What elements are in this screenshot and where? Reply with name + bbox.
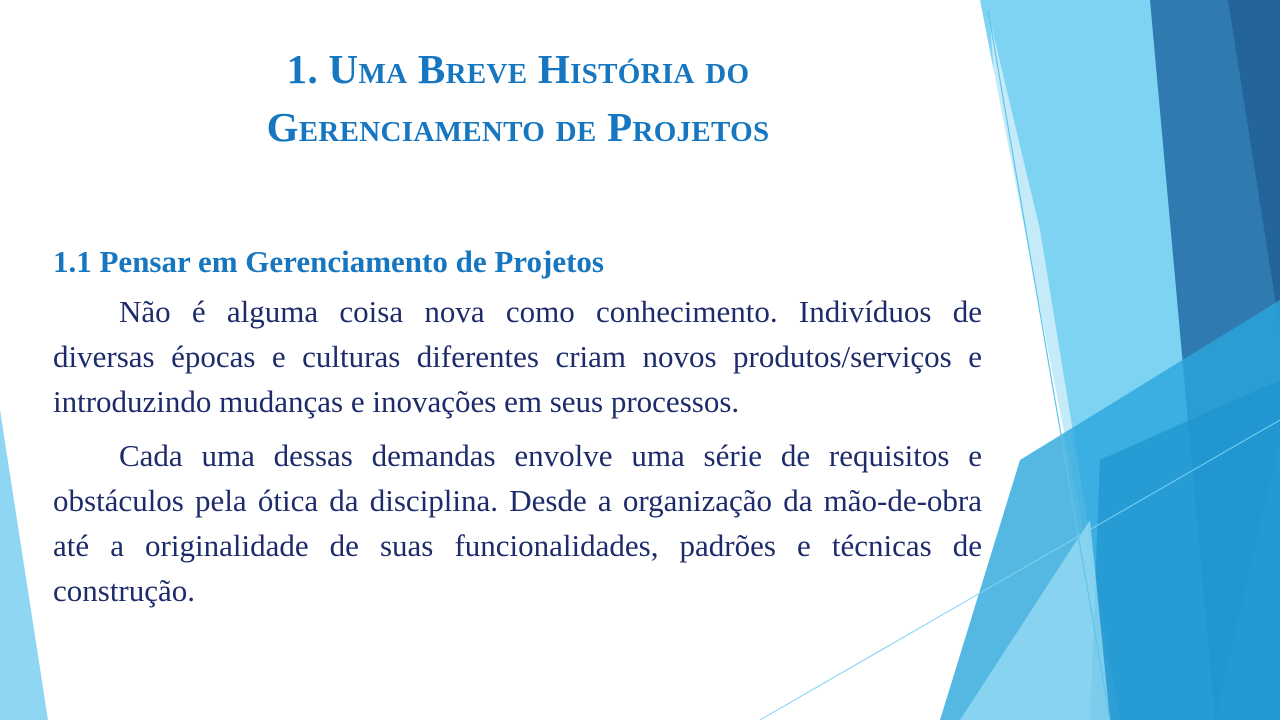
slide-title-line-1: 1. Uma Breve História do [286, 46, 750, 92]
slide-title-line-2: Gerenciamento de Projetos [266, 104, 770, 150]
slide-title [40, 40, 996, 156]
left-accent-shape [0, 410, 48, 720]
body-paragraph-1: Não é alguma coisa nova como conhecimento. Indivíduos de diversas épocas e culturas diferentes criam novos produtos/serviços e introduzindo mudanças e inovações em seus processos. [53, 294, 982, 419]
body-paragraph-2: Cada uma dessas demandas envolve uma série de requisitos e obstáculos pela ótica da disciplina. Desde a organização da mão-de-obra até a originalidade de suas funcionalidades, padrões e técnicas de construção. [53, 438, 982, 608]
section-subheading: 1.1 Pensar em Gerenciamento de Projetos [53, 244, 604, 279]
slide-content [53, 240, 982, 622]
